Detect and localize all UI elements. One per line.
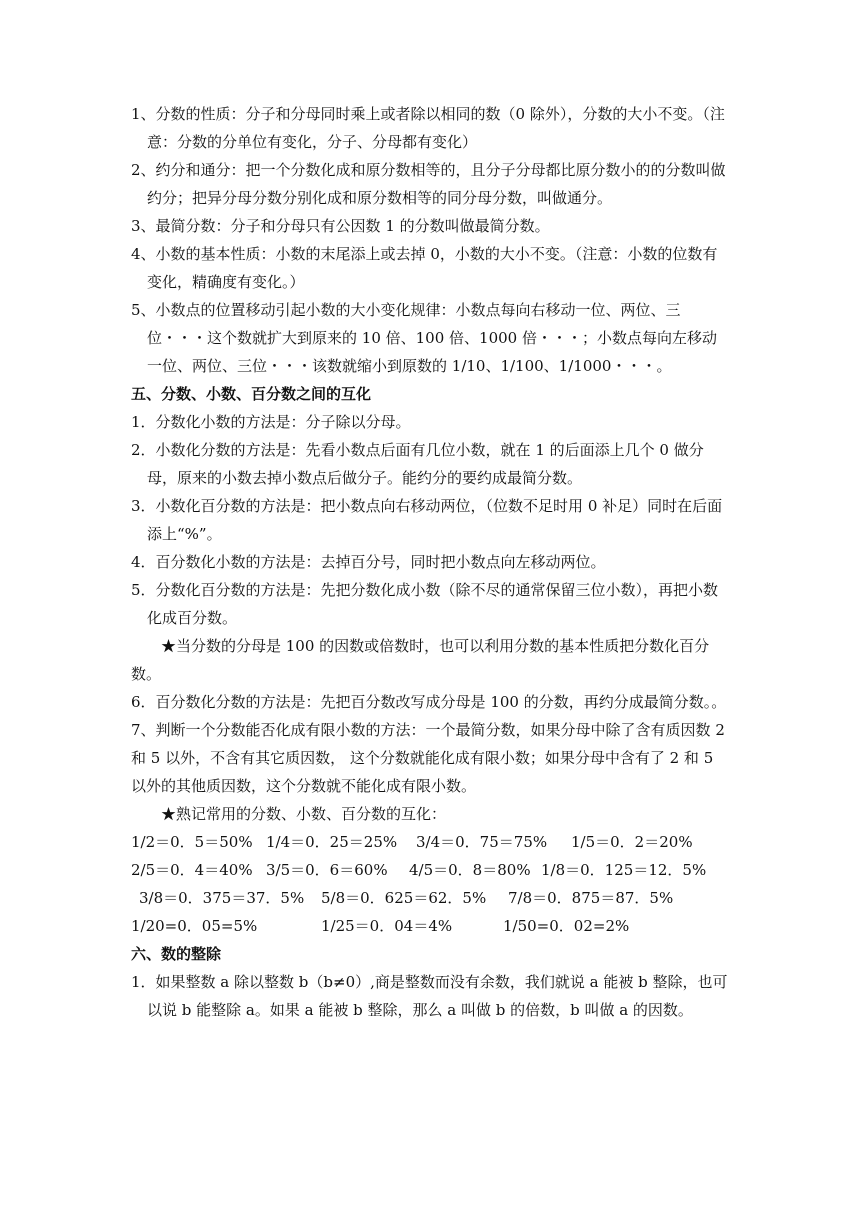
sec5-item-3: 3．小数化百分数的方法是：把小数点向右移动两位，（位数不足时用 0 补足）同时在后面添上“%”。 xyxy=(131,497,723,543)
conversion-item: 1/5＝0．2＝20% xyxy=(571,833,693,851)
star-note-2: ★熟记常用的分数、小数、百分数的互化： xyxy=(161,805,447,823)
conversion-item: 1/20=0．05=5% xyxy=(131,917,258,935)
conversion-item: 1/2＝0．5＝50% xyxy=(131,833,253,851)
conversion-item: 3/4＝0．75＝75% xyxy=(416,833,548,851)
conversion-item: 3/8＝0．375＝37．5% xyxy=(139,889,305,907)
sec6-item-1: 1．如果整数 a 除以整数 b（b≠0）,商是整数而没有余数，我们就说 a 能被 b 整除，也可以说 b 能整除 a。如果 a 能被 b 整除，那么 a 叫做 b 的倍数，b 叫做 a 的因数。 xyxy=(131,973,728,1019)
conversion-item: 1/8＝0．125＝12．5% xyxy=(541,861,707,879)
sec4-item-2: 2、约分和通分：把一个分数化成和原分数相等的，且分子分母都比原分数小的的分数叫做约分；把异分母分数分别化成和原分数相等的同分母分数，叫做通分。 xyxy=(131,161,726,207)
conversion-item: 4/5＝0．8＝80% xyxy=(409,861,531,879)
conversion-item: 2/5＝0．4＝40% xyxy=(131,861,253,879)
section-6-heading: 六、数的整除 xyxy=(131,945,222,963)
conversion-row xyxy=(131,856,731,884)
sec4-item-1: 1、分数的性质：分子和分母同时乘上或者除以相同的数（0 除外），分数的大小不变。（注意：分数的分单位有变化，分子、分母都有变化） xyxy=(131,105,725,151)
conversion-row xyxy=(131,884,731,912)
sec5-item-5: 5．分数化百分数的方法是：先把分数化成小数（除不尽的通常保留三位小数），再把小数化成百分数。 xyxy=(131,581,719,627)
sec5-item-2: 2．小数化分数的方法是：先看小数点后面有几位小数，就在 1 的后面添上几个 0 做分母，原来的小数去掉小数点后做分子。能约分的要约成最简分数。 xyxy=(131,441,704,487)
sec4-item-3: 3、最简分数：分子和分母只有公因数 1 的分数叫做最简分数。 xyxy=(131,217,550,235)
sec4-item-5: 5、小数点的位置移动引起小数的大小变化规律：小数点每向右移动一位、两位、三位・・・这个数就扩大到原来的 10 倍、100 倍、1000 倍・・・；小数点每向左移动一位、两位、三位・・・该数就缩小到原数的 1/10、1/100、1/1000・・・。 xyxy=(131,301,717,375)
conversion-row xyxy=(131,828,731,856)
sec5-item-7: 7、判断一个分数能否化成有限小数的方法：一个最简分数，如果分母中除了含有质因数 2 和 5 以外，不含有其它质因数， 这个分数就能化成有限小数；如果分母中含有了 2 和 5 以外的其他质因数，这个分数就不能化成有限小数。 xyxy=(131,721,725,795)
section-5-heading: 五、分数、小数、百分数之间的互化 xyxy=(131,385,372,403)
conversion-row xyxy=(131,912,731,940)
star-note-1: ★当分数的分母是 100 的因数或倍数时，也可以利用分数的基本性质把分数化百分数。 xyxy=(131,637,710,683)
conversion-item: 3/5＝0．6＝60% xyxy=(266,861,388,879)
conversion-item: 5/8＝0．625＝62．5% xyxy=(321,889,487,907)
sec4-item-4: 4、小数的基本性质：小数的末尾添上或去掉 0，小数的大小不变。（注意：小数的位数有变化，精确度有变化。） xyxy=(131,245,718,291)
sec5-item-6: 6．百分数化分数的方法是：先把百分数改写成分母是 100 的分数，再约分成最简分数。。 xyxy=(131,693,727,711)
conversion-item: 1/25＝0．04＝4% xyxy=(321,917,453,935)
document-content xyxy=(131,100,731,1024)
sec5-item-4: 4．百分数化小数的方法是：去掉百分号，同时把小数点向左移动两位。 xyxy=(131,553,606,571)
conversion-item: 1/50=0．02=2% xyxy=(503,917,630,935)
conversion-item: 7/8＝0．875＝87．5% xyxy=(508,889,674,907)
conversion-item: 1/4＝0．25＝25% xyxy=(266,833,398,851)
sec5-item-1: 1．分数化小数的方法是：分子除以分母。 xyxy=(131,413,411,431)
